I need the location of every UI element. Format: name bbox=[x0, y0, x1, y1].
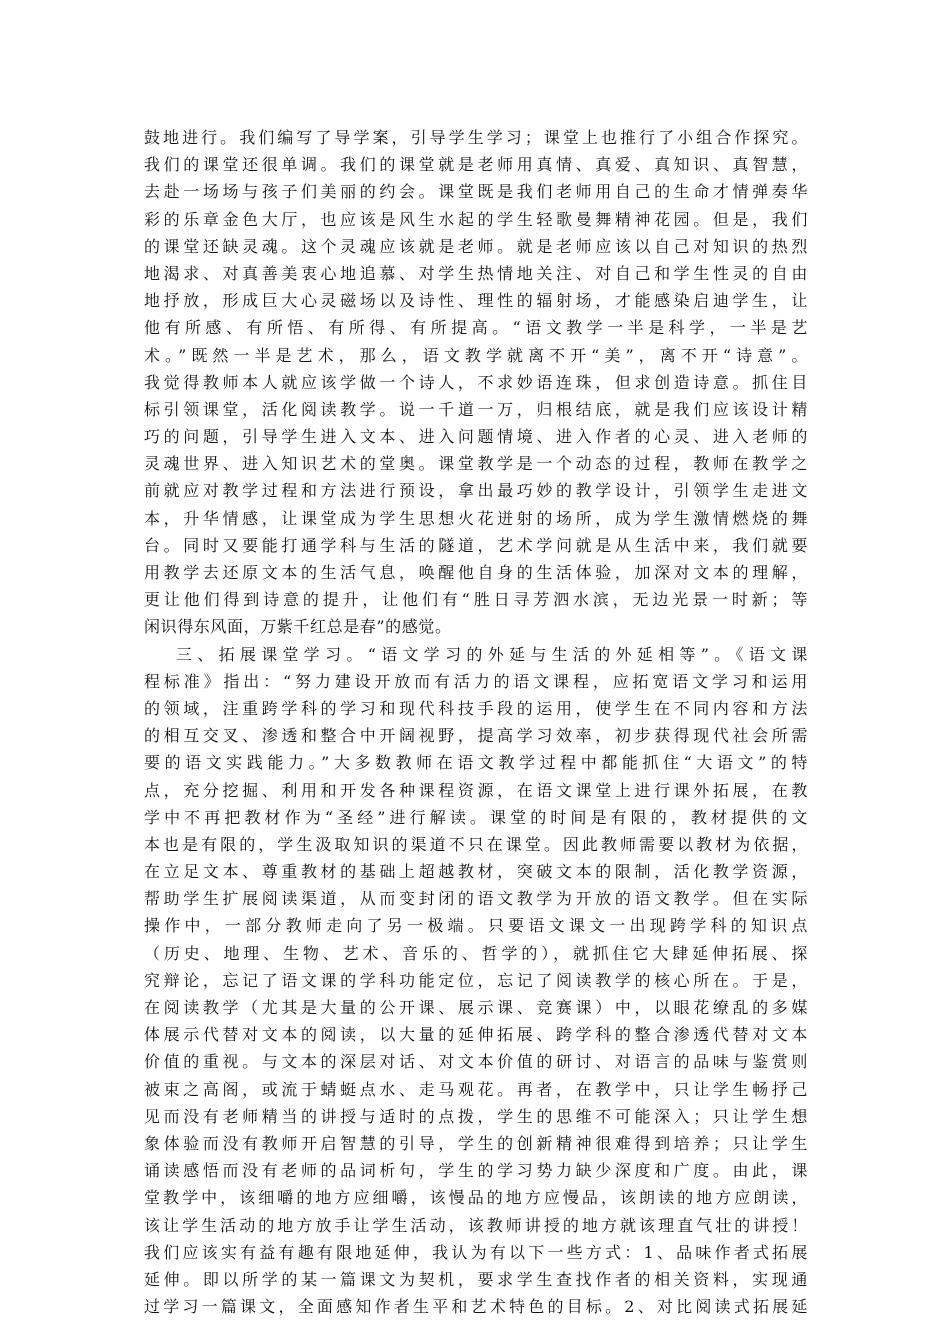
text-line: 彩的乐章金色大厅，也应该是风生水起的学生轻歌曼舞精神花园。但是，我们 bbox=[144, 209, 808, 229]
text-line: 前就应对教学过程和方法进行预设，拿出最巧妙的教学设计，引领学生走进文 bbox=[144, 481, 808, 501]
text-line: 去赴一场场与孩子们美丽的约会。课堂既是我们老师用自己的生命才情弹奏华 bbox=[144, 182, 808, 202]
paragraph-end-line: 闲识得东风面，万紫千红总是春”的感觉。 bbox=[144, 617, 452, 637]
text-line: 我觉得教师本人就应该学做一个诗人，不求妙语连珠，但求创造诗意。抓住目 bbox=[144, 372, 808, 392]
text-line: 堂教学中，该细嚼的地方应细嚼，该慢品的地方应慢品，该朗读的地方应朗读， bbox=[144, 1188, 808, 1208]
text-line: 体展示代替对文本的阅读，以大量的延伸拓展、跨学科的整合渗透代替对文本 bbox=[144, 1025, 808, 1045]
text-line: 我们应该实有益有趣有限地延伸，我认为有以下一些方式：1、品味作者式拓展 bbox=[144, 1242, 808, 1262]
text-line: 被束之高阁，或流于蜻蜓点水、走马观花。再者，在教学中，只让学生畅抒己 bbox=[144, 1079, 808, 1099]
text-line: 帮助学生扩展阅读渠道，从而变封闭的语文教学为开放的语文教学。但在实际 bbox=[144, 889, 808, 909]
text-line: （历史、地理、生物、艺术、音乐的、哲学的），就抓住它大肆延伸拓展、探 bbox=[144, 943, 808, 963]
text-line: 我们的课堂还很单调。我们的课堂就是老师用真情、真爱、真知识、真智慧， bbox=[144, 155, 808, 175]
text-line: 操作中，一部分教师走向了另一极端。只要语文课文一出现跨学科的知识点 bbox=[144, 916, 808, 936]
text-line: 在立足文本、尊重教材的基础上超越教材，突破文本的限制，活化教学资源， bbox=[144, 862, 808, 882]
text-line: 见而没有老师精当的讲授与适时的点拨，学生的思维不可能深入；只让学生想 bbox=[144, 1106, 808, 1126]
text-line: 的领域，注重跨学科的学习和现代科技手段的运用，使学生在不同内容和方法 bbox=[144, 698, 808, 718]
text-line: 更让他们得到诗意的提升，让他们有“胜日寻芳泗水滨，无边光景一时新；等 bbox=[144, 590, 808, 610]
text-line: 究辩论，忘记了语文课的学科功能定位，忘记了阅读教学的核心所在。于是， bbox=[144, 970, 808, 990]
text-line: 巧的问题，引导学生进入文本、进入问题情境、进入作者的心灵、进入老师的 bbox=[144, 427, 808, 447]
text-line: 的相互交叉、渗透和整合中开阔视野，提高学习效率，初步获得现代社会所需 bbox=[144, 726, 808, 746]
text-line: 地渴求、对真善美衷心地追慕、对学生热情地关注、对自己和学生性灵的自由 bbox=[144, 263, 808, 283]
text-line: 灵魂世界、进入知识艺术的堂奥。课堂教学是一个动态的过程，教师在教学之 bbox=[144, 454, 808, 474]
text-line: 本也是有限的，学生汲取知识的渠道不只在课堂。因此教师需要以教材为依据， bbox=[144, 834, 808, 854]
text-line: 要的语文实践能力。”大多数教师在语文教学过程中都能抓住“大语文”的特 bbox=[144, 753, 808, 773]
text-line: 他有所感、有所悟、有所得、有所提高。“语文教学一半是科学，一半是艺 bbox=[144, 318, 808, 338]
text-line: 的课堂还缺灵魂。这个灵魂应该就是老师。就是老师应该以自己对知识的热烈 bbox=[144, 236, 808, 256]
text-line: 标引领课堂，活化阅读教学。说一千道一万，归根结底，就是我们应该设计精 bbox=[144, 399, 808, 419]
text-line: 鼓地进行。我们编写了导学案，引导学生学习；课堂上也推行了小组合作探究。 bbox=[144, 128, 808, 147]
text-line: 诵读感悟而没有老师的品词析句，学生的学习势力缺少深度和广度。由此，课 bbox=[144, 1161, 808, 1181]
text-line: 程标准》指出：“努力建设开放而有活力的语文课程，应拓宽语文学习和运用 bbox=[144, 671, 808, 691]
text-line: 本，升华情感，让课堂成为学生思想火花迸射的场所，成为学生激情燃烧的舞 bbox=[144, 508, 808, 528]
text-line: 延伸。即以所学的某一篇课文为契机，要求学生查找作者的相关资料，实现通 bbox=[144, 1269, 808, 1289]
text-line: 术。”既然一半是艺术，那么，语文教学就离不开“美”，离不开“诗意”。 bbox=[144, 345, 808, 365]
text-line: 过学习一篇课文，全面感知作者生平和艺术特色的目标。2、对比阅读式拓展延 bbox=[144, 1297, 808, 1317]
text-line: 学中不再把教材作为“圣经”进行解读。课堂的时间是有限的，教材提供的文 bbox=[144, 807, 808, 827]
text-line: 该让学生活动的地方放手让学生活动，该教师讲授的地方就该理直气壮的讲授！ bbox=[144, 1215, 808, 1235]
text-line: 象体验而没有教师开启智慧的引导，学生的创新精神很难得到培养；只让学生 bbox=[144, 1133, 808, 1153]
document-body bbox=[144, 124, 808, 1320]
text-line: 价值的重视。与文本的深层对话、对文本价值的研讨、对语言的品味与鉴赏则 bbox=[144, 1052, 808, 1072]
text-line: 点，充分挖掘、利用和开发各种课程资源，在语文课堂上进行课外拓展，在教 bbox=[144, 780, 808, 800]
text-line: 用教学去还原文本的生活气息，唤醒他自身的生活体验，加深对文本的理解， bbox=[144, 563, 808, 582]
text-line: 在阅读教学（尤其是大量的公开课、展示课、竞赛课）中，以眼花缭乱的多媒 bbox=[144, 998, 808, 1017]
section-heading-line: 三、拓展课堂学习。“语文学习的外延与生活的外延相等”。《语文课 bbox=[176, 644, 808, 664]
text-line: 台。同时又要能打通学科与生活的隧道，艺术学问就是从生活中来，我们就要 bbox=[144, 535, 808, 555]
text-line: 地抒放，形成巨大心灵磁场以及诗性、理性的辐射场，才能感染启迪学生，让 bbox=[144, 291, 808, 311]
